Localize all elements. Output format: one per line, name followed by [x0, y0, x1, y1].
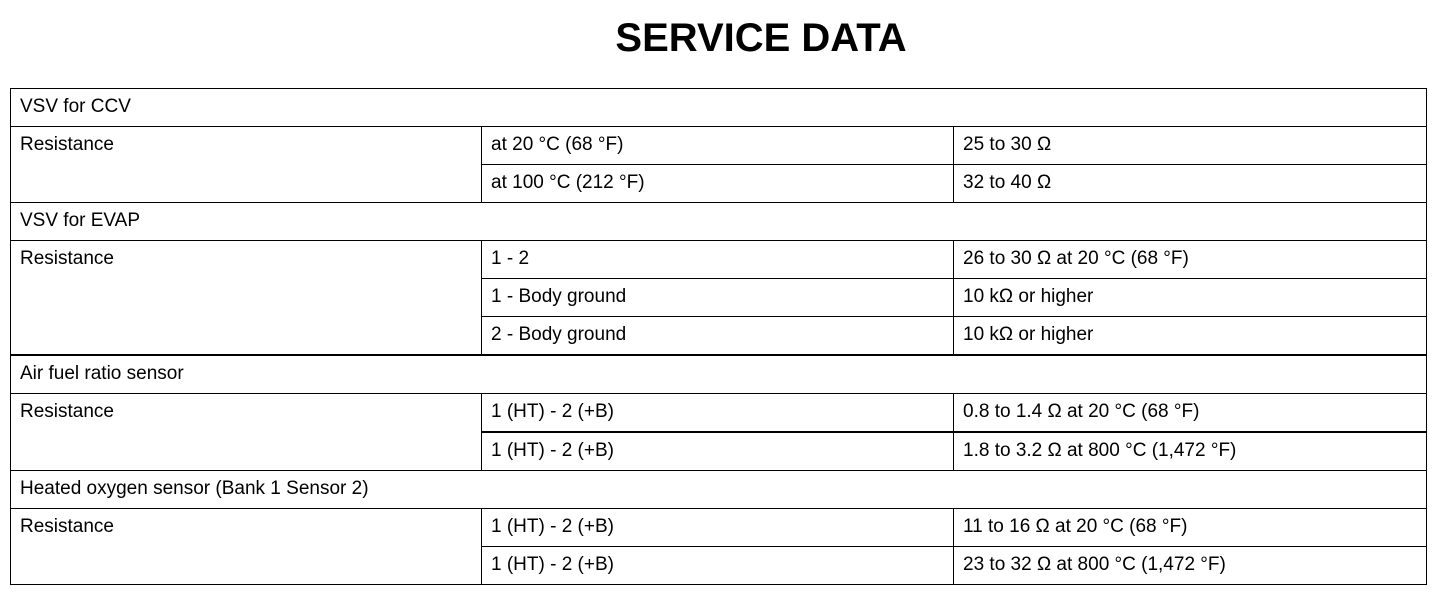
section-heading: Air fuel ratio sensor [11, 355, 1427, 394]
condition-cell: 1 (HT) - 2 (+B) [482, 394, 954, 433]
spec-cell: 10 kΩ or higher [954, 317, 1427, 356]
spec-cell: 10 kΩ or higher [954, 279, 1427, 317]
item-label: Resistance [11, 394, 482, 471]
item-label: Resistance [11, 241, 482, 356]
condition-cell: at 100 °C (212 °F) [482, 165, 954, 203]
condition-cell: 1 - 2 [482, 241, 954, 279]
condition-cell: 1 (HT) - 2 (+B) [482, 432, 954, 471]
section-heading-row [11, 203, 1427, 241]
condition-cell: 1 (HT) - 2 (+B) [482, 509, 954, 547]
spec-cell: 32 to 40 Ω [954, 165, 1427, 203]
page-title: SERVICE DATA [615, 16, 907, 60]
section-heading: VSV for EVAP [11, 203, 1427, 241]
spec-cell: 25 to 30 Ω [954, 127, 1427, 165]
service-data-table [10, 88, 1427, 585]
condition-cell: 2 - Body ground [482, 317, 954, 356]
condition-cell: at 20 °C (68 °F) [482, 127, 954, 165]
spec-cell: 0.8 to 1.4 Ω at 20 °C (68 °F) [954, 394, 1427, 433]
table-row [11, 394, 1427, 433]
section-heading-row [11, 471, 1427, 509]
spec-cell: 1.8 to 3.2 Ω at 800 °C (1,472 °F) [954, 432, 1427, 471]
spec-cell: 11 to 16 Ω at 20 °C (68 °F) [954, 509, 1427, 547]
condition-cell: 1 (HT) - 2 (+B) [482, 547, 954, 585]
table-row [11, 127, 1427, 165]
table-row [11, 509, 1427, 547]
item-label: Resistance [11, 127, 482, 203]
section-heading: VSV for CCV [11, 89, 1427, 127]
table-row [11, 241, 1427, 279]
spec-cell: 26 to 30 Ω at 20 °C (68 °F) [954, 241, 1427, 279]
condition-cell: 1 - Body ground [482, 279, 954, 317]
spec-cell: 23 to 32 Ω at 800 °C (1,472 °F) [954, 547, 1427, 585]
item-label: Resistance [11, 509, 482, 585]
section-heading: Heated oxygen sensor (Bank 1 Sensor 2) [11, 471, 1427, 509]
section-heading-row [11, 355, 1427, 394]
section-heading-row [11, 89, 1427, 127]
